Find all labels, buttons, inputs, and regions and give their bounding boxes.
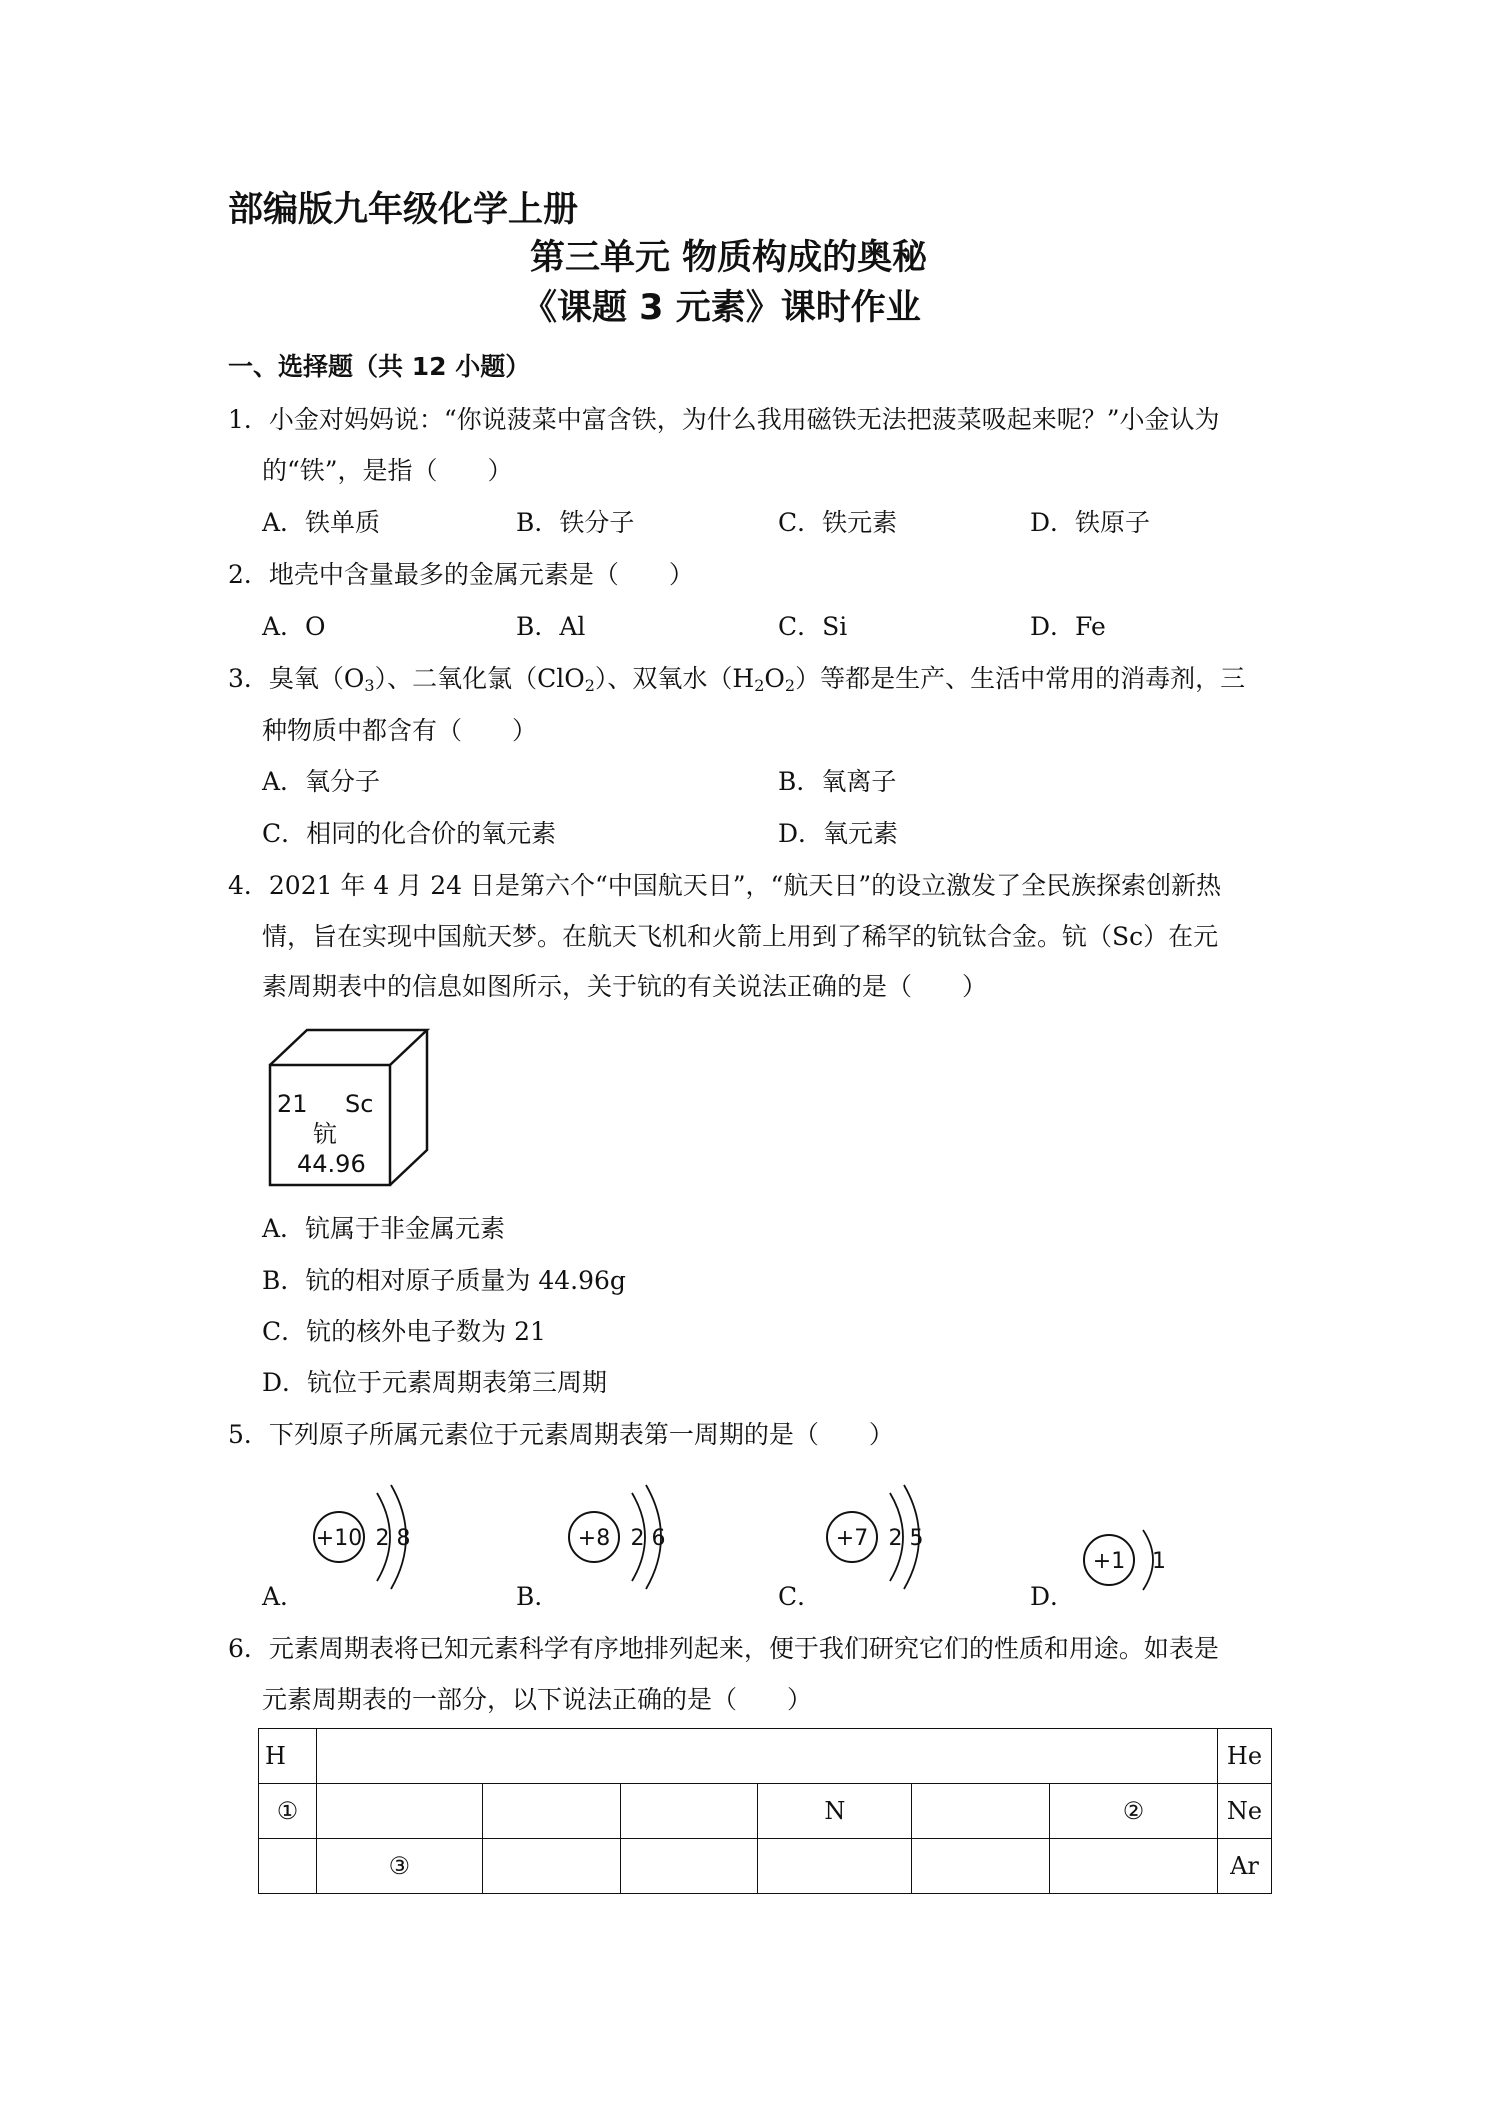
option-b: B．钪的相对原子质量为 44.96g [262,1266,626,1295]
option-a: A．铁单质 [262,508,381,537]
atomic-mass: 44.96 [297,1150,366,1178]
table-row [259,1784,1272,1839]
question-1-text-cont: 的“铁”，是指（ ） [262,456,513,485]
element-cell-figure [265,1025,435,1190]
option-d: D．铁原子 [1030,508,1151,537]
periodic-table-excerpt [258,1728,1272,1894]
table-cell-empty [316,1729,1217,1784]
question-2-text: 2．地壳中含量最多的金属元素是（ ） [228,560,694,589]
option-b: B．Al [516,612,586,641]
electron-config: 2 6 [630,1526,666,1551]
option-c: C．相同的化合价的氧元素 [262,819,557,848]
option-d: D．氧元素 [778,819,899,848]
nucleus-charge: +10 [315,1526,363,1551]
option-a: A．氧分子 [262,767,381,796]
question-3-text: 3．臭氧$(O_3)$、二氧化氯（ClO$_2$）、双氧水$(H_2O_2)$等都是生产、生活中常用的消毒剂，三 [228,664,1246,695]
question-6-text-cont: 元素周期表的一部分，以下说法正确的是（ ） [262,1685,813,1714]
question-1-text: 1．小金对妈妈说：“你说菠菜中富含铁，为什么我用磁铁无法把菠菜吸起来呢？”小金认为 [228,405,1220,434]
table-cell [620,1839,758,1894]
nucleus-charge: +7 [835,1526,869,1551]
option-c-label: C． [778,1582,823,1611]
table-cell [758,1839,912,1894]
document-title: 部编版九年级化学上册 [228,190,579,230]
table-cell: ② [1050,1784,1218,1839]
table-cell: ① [259,1784,317,1839]
question-5-text: 5．下列原子所属元素位于元素周期表第一周期的是（ ） [228,1420,894,1449]
section-heading: 一、选择题（共 12 小题） [228,352,531,381]
electron-config: 2 8 [375,1526,411,1551]
table-cell: Ne [1217,1784,1271,1839]
nucleus-charge: +1 [1092,1549,1126,1574]
table-cell [482,1784,620,1839]
table-cell: Ar [1217,1839,1271,1894]
atom-diagram-b [560,1475,690,1595]
option-d: D．钪位于元素周期表第三周期 [262,1368,608,1397]
question-6-text: 6．元素周期表将已知元素科学有序地排列起来，便于我们研究它们的性质和用途。如表是 [228,1634,1219,1663]
atom-diagram-c [818,1475,948,1595]
table-cell [259,1839,317,1894]
table-cell: H [259,1729,317,1784]
table-cell [1050,1839,1218,1894]
element-symbol: Sc [345,1090,374,1118]
table-cell [620,1784,758,1839]
atomic-number: 21 [277,1090,308,1118]
question-4-text-cont: 情，旨在实现中国航天梦。在航天飞机和火箭上用到了稀罕的钪钛合金。钪（Sc）在元 [262,922,1219,951]
question-3-text-cont: 种物质中都含有（ ） [262,716,538,745]
element-name: 钪 [313,1120,337,1148]
option-a: A．O [262,612,326,641]
question-4-text: 4．2021 年 4 月 24 日是第六个“中国航天日”，“航天日”的设立激发了全民族探索创新热 [228,871,1222,900]
option-d-label: D． [1030,1582,1076,1611]
table-cell [316,1784,482,1839]
electron-config: 1 [1152,1549,1166,1574]
atom-diagram-d [1075,1520,1175,1600]
table-cell [912,1784,1050,1839]
option-d: D．Fe [1030,612,1106,641]
option-a: A．钪属于非金属元素 [262,1214,506,1243]
option-b: B．氧离子 [778,767,897,796]
table-cell: ③ [316,1839,482,1894]
option-a-label: A． [262,1582,306,1611]
table-row [259,1729,1272,1784]
electron-config: 2 5 [888,1526,924,1551]
option-b: B．铁分子 [516,508,635,537]
table-cell [482,1839,620,1894]
lesson-title: 《课题 3 元素》课时作业 [522,288,921,328]
option-c: C．铁元素 [778,508,898,537]
table-cell [912,1839,1050,1894]
table-row [259,1839,1272,1894]
table-cell: He [1217,1729,1271,1784]
option-b-label: B． [516,1582,560,1611]
nucleus-charge: +8 [577,1526,611,1551]
question-4-text-cont2: 素周期表中的信息如图所示，关于钪的有关说法正确的是（ ） [262,972,988,1001]
option-c: C．Si [778,612,848,641]
unit-title: 第三单元 物质构成的奥秘 [530,238,928,278]
option-c: C．钪的核外电子数为 21 [262,1317,546,1346]
atom-diagram-a [305,1475,435,1595]
table-cell: N [758,1784,912,1839]
